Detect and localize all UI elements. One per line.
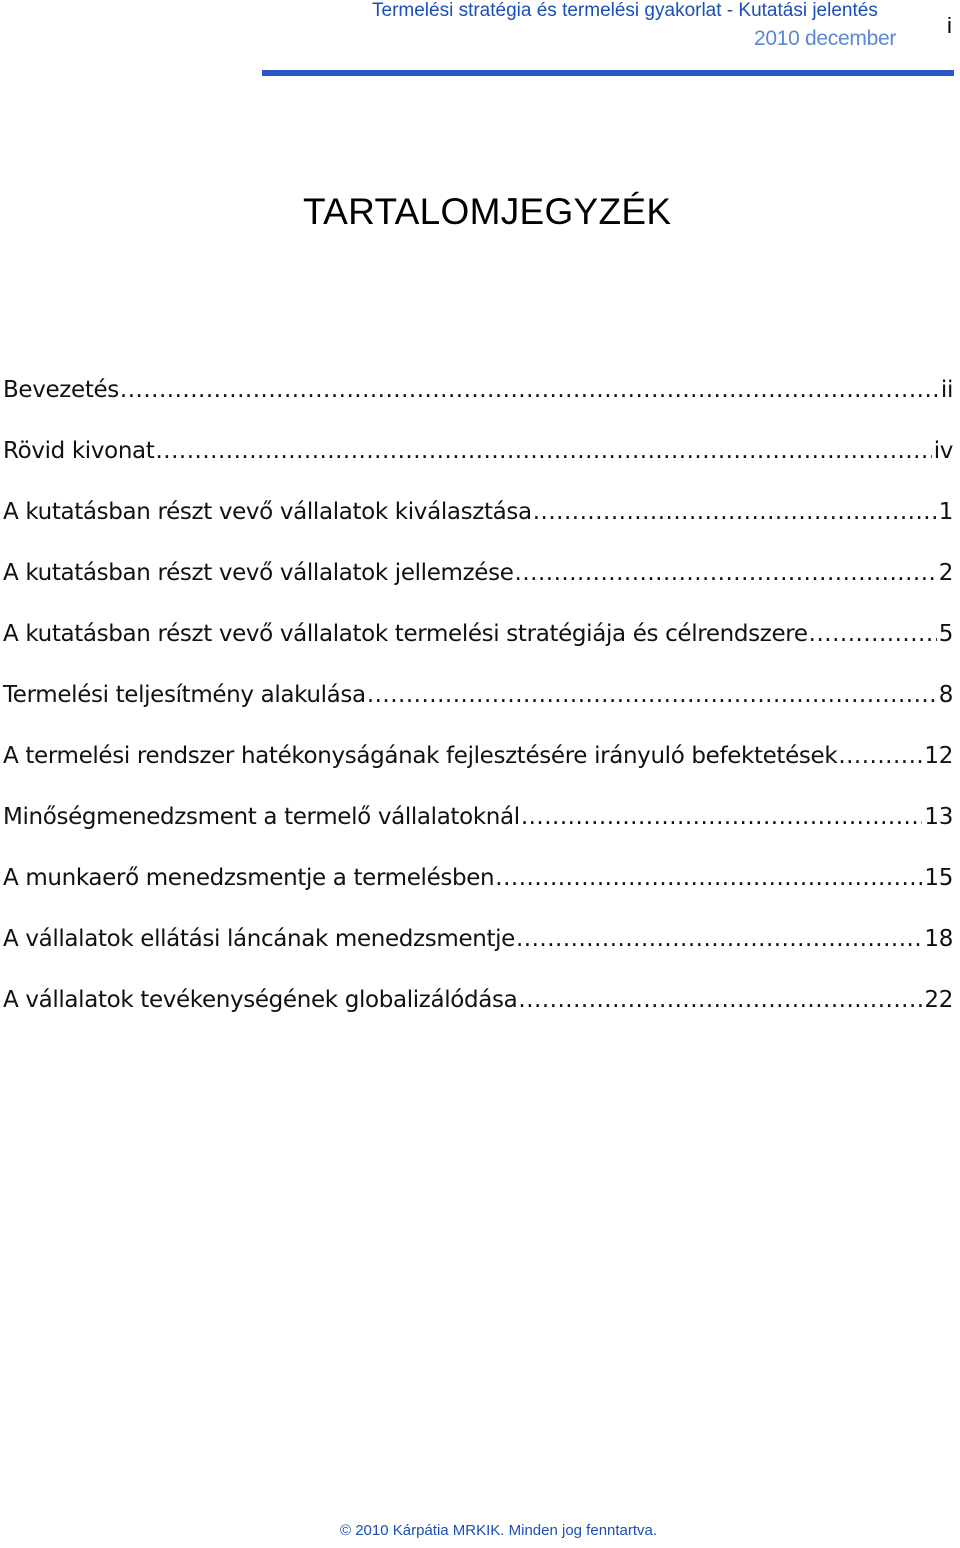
toc-entry[interactable] [3, 549, 953, 610]
toc-entry-title: A kutatásban részt vevő vállalatok termelési stratégiája és célrendszere [3, 621, 808, 647]
toc-leader-dots [533, 488, 937, 536]
toc-entry-page: 1 [938, 499, 953, 525]
toc-entry[interactable] [3, 366, 953, 427]
toc-leader-dots [518, 976, 922, 1024]
toc-entry[interactable] [3, 427, 953, 488]
toc-entry[interactable] [3, 915, 953, 976]
copyright-footer: © 2010 Kárpátia MRKIK. Minden jog fenntartva. [340, 1522, 658, 1539]
toc-leader-dots [516, 915, 922, 963]
toc-leader-dots [521, 793, 923, 841]
toc-entry-title: Termelési teljesítmény alakulása [3, 682, 366, 708]
toc-entry-page: 2 [938, 560, 953, 586]
header-divider-rule [262, 70, 954, 76]
toc-entry-page: 8 [938, 682, 953, 708]
toc-entry-page: 15 [924, 865, 953, 891]
toc-entry-title: Minőségmenedzsment a termelő vállalatoknál [3, 804, 520, 830]
toc-entry-title: A vállalatok ellátási láncának menedzsmentje [3, 926, 515, 952]
toc-leader-dots [367, 671, 937, 719]
toc-entry-page: 13 [924, 804, 953, 830]
toc-entry-title: A munkaerő menedzsmentje a termelésben [3, 865, 495, 891]
toc-entry[interactable] [3, 671, 953, 732]
toc-leader-dots [120, 366, 939, 414]
page-title: TARTALOMJEGYZÉK [303, 191, 672, 232]
toc-entry-page: 5 [938, 621, 953, 647]
toc-leader-dots [155, 427, 931, 475]
toc-entry[interactable] [3, 610, 953, 671]
toc-entry-title: A termelési rendszer hatékonyságának fejlesztésére irányuló befektetések [3, 743, 838, 769]
toc-entry[interactable] [3, 732, 953, 793]
toc-leader-dots [495, 854, 922, 902]
toc-entry-page: 22 [924, 987, 953, 1013]
toc-entry-title: A vállalatok tevékenységének globalizálódása [3, 987, 518, 1013]
toc-entry-page: iv [933, 438, 953, 464]
toc-entry-page: 12 [924, 743, 953, 769]
page-number: i [947, 13, 952, 38]
toc-entry[interactable] [3, 976, 953, 1037]
toc-entry-title: Rövid kivonat [3, 438, 155, 464]
toc-leader-dots [809, 610, 937, 658]
toc-entry-page: 18 [924, 926, 953, 952]
toc-entry-page: ii [940, 377, 953, 403]
toc-entry-title: A kutatásban részt vevő vállalatok jellemzése [3, 560, 514, 586]
toc-leader-dots [838, 732, 922, 780]
table-of-contents [3, 366, 953, 1037]
toc-leader-dots [515, 549, 937, 597]
toc-entry[interactable] [3, 854, 953, 915]
toc-entry[interactable] [3, 488, 953, 549]
header-date: 2010 december [754, 27, 897, 50]
toc-entry-title: A kutatásban részt vevő vállalatok kiválasztása [3, 499, 532, 525]
toc-entry-title: Bevezetés [3, 377, 119, 403]
toc-entry[interactable] [3, 793, 953, 854]
header-title: Termelési stratégia és termelési gyakorlat - Kutatási jelentés [372, 0, 878, 21]
